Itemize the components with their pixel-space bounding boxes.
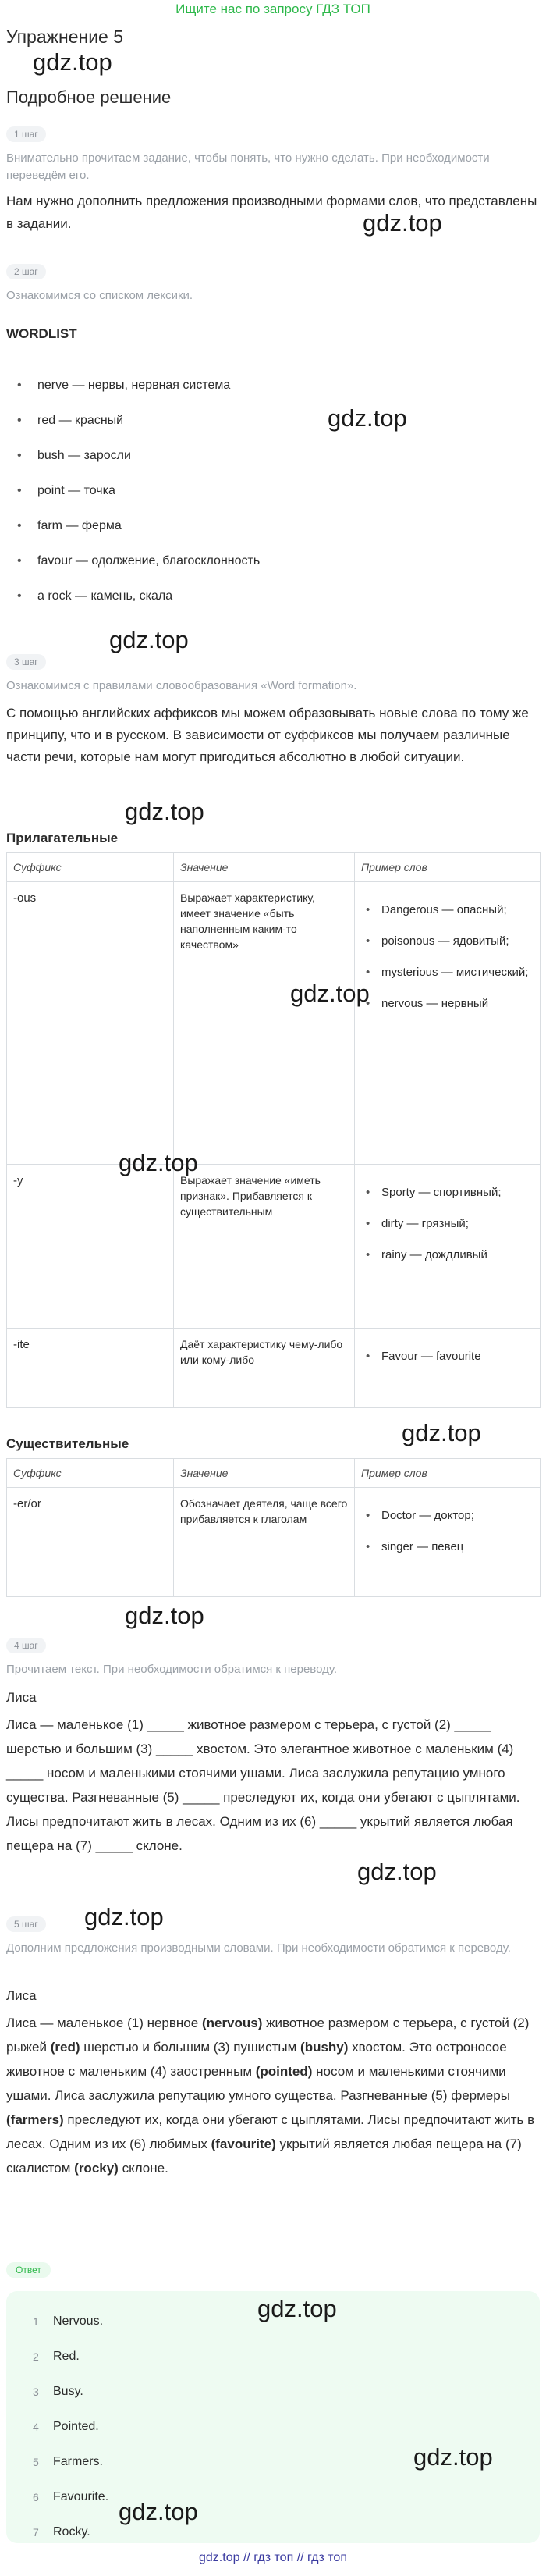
solution-subtitle: Подробное решение xyxy=(6,87,172,107)
answer-word: (red) xyxy=(50,2040,80,2055)
list-item: • farm — ферма xyxy=(8,515,507,550)
item-number: 3 xyxy=(33,2386,39,2398)
nouns-heading: Существительные xyxy=(6,1436,129,1451)
footer-links xyxy=(0,2551,546,2565)
list-item: • bush — заросли xyxy=(8,445,507,480)
story-text: носом и маленькими стоячими ушами. Лиса заслужила репутацию умного существа. Разгневанные (5) фермеры xyxy=(6,2064,510,2103)
list-item: • Doctor — доктор; xyxy=(361,1505,534,1527)
story-text: укрытий является любая пещера на (7) скалистом xyxy=(6,2137,522,2176)
step-1-badge: 1 шаг xyxy=(6,126,46,142)
watermark: gdz.top xyxy=(402,1419,481,1446)
story-text: шерстью и большим (3) пушистым xyxy=(80,2040,301,2055)
suffix-cell: -er/or xyxy=(7,1488,174,1597)
list-item xyxy=(22,2311,490,2346)
item-number: 4 xyxy=(33,2421,39,2433)
answer-text: Farmers. xyxy=(53,2455,103,2468)
suffix-cell: -y xyxy=(7,1165,174,1329)
list-item xyxy=(22,2381,490,2416)
step-5-hint: Дополним предложения производными словами. При необходимости обратимся к переводу. xyxy=(6,1941,511,1955)
watermark: gdz.top xyxy=(125,798,204,825)
watermark: gdz.top xyxy=(357,1858,437,1885)
answer-word: (farmers) xyxy=(6,2112,64,2127)
watermark: gdz.top xyxy=(328,404,407,432)
exercise-title: Упражнение 5 xyxy=(6,27,124,47)
watermark: gdz.top xyxy=(290,980,370,1007)
answer-text: Rocky. xyxy=(53,2525,90,2539)
step-3-hint: Ознакомимся с правилами словообразования «Word formation». xyxy=(6,679,357,692)
watermark: gdz.top xyxy=(413,2443,493,2471)
answer-text: Red. xyxy=(53,2350,80,2363)
item-number: 2 xyxy=(33,2350,39,2363)
watermark: gdz.top xyxy=(33,48,112,76)
separator: // xyxy=(243,2551,250,2564)
list-item: • point — точка xyxy=(8,480,507,515)
meaning-cell: Обозначает деятеля, чаще всего прибавляется к глаголам xyxy=(174,1488,355,1597)
step-4-badge: 4 шаг xyxy=(6,1638,46,1653)
step-2-hint: Ознакомимся со списком лексики. xyxy=(6,289,193,302)
column-header: Суффикс xyxy=(7,853,174,882)
watermark: gdz.top xyxy=(84,1903,164,1930)
column-header: Значение xyxy=(174,853,355,882)
list-item xyxy=(22,2486,490,2521)
step-4-hint: Прочитаем текст. При необходимости обратимся к переводу. xyxy=(6,1663,338,1676)
story-text: Лиса — маленькое (1) нервное xyxy=(6,2016,202,2030)
watermark: gdz.top xyxy=(109,626,189,653)
table-header-row xyxy=(7,853,541,882)
column-header: Пример слов xyxy=(355,853,541,882)
adjectives-table xyxy=(6,852,541,1408)
step-5-text xyxy=(6,2011,540,2180)
wordlist xyxy=(8,375,507,621)
list-item: • mysterious — мистический; xyxy=(361,962,534,984)
wordlist-heading: WORDLIST xyxy=(6,326,77,341)
adjectives-heading: Прилагательные xyxy=(6,831,119,845)
watermark: gdz.top xyxy=(119,1149,198,1176)
list-item: • dirty — грязный; xyxy=(361,1213,534,1235)
step-4-text: Лиса — маленькое (1) _____ животное размером с терьера, с густой (2) _____ шерстью и большим (3) _____ хвостом. Это элегантное животное с маленьким (4) _____ носом и маленькими стоячими ушами. Лиса заслужила репутацию умного существа. Разгневанные (5) _____ преследуют их, когда они убегают с цыплятами. Лисы предпочитают жить в лесах. Одним из их (6) _____ укрытий является любая пещера на (7) _____ склоне. xyxy=(6,1717,520,1853)
answer-word: (pointed) xyxy=(255,2064,313,2079)
footer-link[interactable]: гдз топ xyxy=(254,2551,294,2564)
watermark: gdz.top xyxy=(119,2498,198,2525)
nouns-table xyxy=(6,1458,541,1597)
examples-cell xyxy=(355,1488,541,1597)
list-item xyxy=(22,2346,490,2381)
list-item: • nerve — нервы, нервная система xyxy=(8,375,507,410)
item-number: 6 xyxy=(33,2491,39,2503)
list-item: • a rock — камень, скала xyxy=(8,585,507,621)
step-1-text: Нам нужно дополнить предложения производными формами слов, что представлены в задании. xyxy=(6,194,537,231)
meaning-cell: Выражает значение «иметь признак». Прибавляется к существительным xyxy=(174,1165,355,1329)
answer-text: Busy. xyxy=(53,2385,83,2398)
story-text: хвостом. Это остроносое животное с маленьким (4) заостренным xyxy=(6,2040,507,2079)
item-number: 1 xyxy=(33,2315,39,2328)
item-number: 5 xyxy=(33,2456,39,2468)
answer-badge: Ответ xyxy=(6,2262,51,2278)
answer-word: (bushy) xyxy=(300,2040,349,2055)
separator: // xyxy=(296,2551,304,2564)
step-4-heading: Лиса xyxy=(6,1690,37,1705)
answer-word: (favourite) xyxy=(211,2137,276,2151)
list-item: • nervous — нервный xyxy=(361,993,534,1015)
answer-word: (rocky) xyxy=(74,2161,119,2176)
examples-cell xyxy=(355,1165,541,1329)
column-header: Пример слов xyxy=(355,1459,541,1488)
answer-text: Nervous. xyxy=(53,2314,104,2328)
list-item: • favour — одолжение, благосклонность xyxy=(8,550,507,585)
list-item: • Dangerous — опасный; xyxy=(361,899,534,921)
meaning-cell: Даёт характеристику чему-либо или кому-либо xyxy=(174,1329,355,1408)
table-header-row xyxy=(7,1459,541,1488)
answer-text: Pointed. xyxy=(53,2420,99,2433)
item-number: 7 xyxy=(33,2526,39,2539)
list-item: • singer — певец xyxy=(361,1536,534,1558)
watermark: gdz.top xyxy=(125,1602,204,1629)
table-row xyxy=(7,1165,541,1329)
list-item: • rainy — дождливый xyxy=(361,1244,534,1266)
list-item: • red — красный xyxy=(8,410,507,445)
table-row xyxy=(7,882,541,1165)
step-1-hint: Внимательно прочитаем задание, чтобы понять, что нужно сделать. При необходимости переведём его. xyxy=(6,151,490,182)
step-5-badge: 5 шаг xyxy=(6,1916,46,1932)
watermark: gdz.top xyxy=(257,2295,337,2322)
step-5-heading: Лиса xyxy=(6,1988,37,2003)
list-item: • Favour — favourite xyxy=(361,1346,534,1368)
story-text: преследуют их, когда они убегают с цыплятами. Лисы предпочитают жить в лесах. Одним из их (6) любимых xyxy=(6,2112,535,2151)
story-text: животное размером с терьера, с густой (2) рыжей xyxy=(6,2016,530,2055)
examples-cell xyxy=(355,1329,541,1408)
suffix-cell: -ite xyxy=(7,1329,174,1408)
meaning-cell: Выражает характеристику, имеет значение «быть наполненным каким-то качеством» xyxy=(174,882,355,1165)
watermark: gdz.top xyxy=(363,209,442,237)
step-3-text: С помощью английских аффиксов мы можем образовывать новые слова по тому же принципу, что и в русском. В зависимости от суффиксов мы получаем различные части речи, которые нам могут пригодиться абсолютно в любой ситуации. xyxy=(6,706,529,764)
list-item: • poisonous — ядовитый; xyxy=(361,930,534,952)
answer-list xyxy=(22,2311,490,2556)
suffix-cell: -ous xyxy=(7,882,174,1165)
answer-word: (nervous) xyxy=(201,2016,263,2030)
step-2-badge: 2 шаг xyxy=(6,264,46,279)
table-row xyxy=(7,1488,541,1597)
answer-text: Favourite. xyxy=(53,2490,109,2503)
examples-cell xyxy=(355,882,541,1165)
table-row xyxy=(7,1329,541,1408)
list-item: • Sporty — спортивный; xyxy=(361,1182,534,1204)
column-header: Суффикс xyxy=(7,1459,174,1488)
footer-link[interactable]: gdz.top xyxy=(199,2551,240,2564)
column-header: Значение xyxy=(174,1459,355,1488)
step-3-badge: 3 шаг xyxy=(6,654,46,670)
top-search-link[interactable]: Ищите нас по запросу ГДЗ ТОП xyxy=(176,2,370,16)
story-text: склоне. xyxy=(118,2161,168,2176)
footer-link[interactable]: гдз топ xyxy=(307,2551,347,2564)
